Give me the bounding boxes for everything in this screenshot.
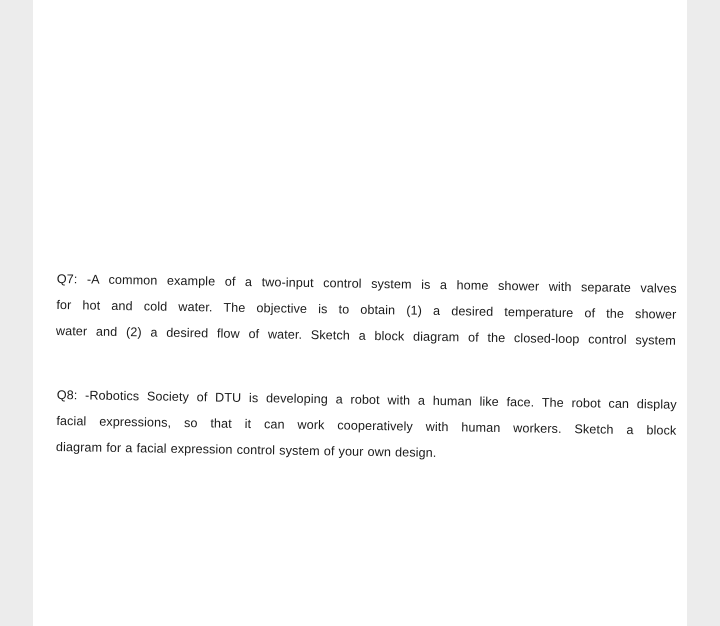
document-page	[33, 0, 687, 626]
question-line: facial expressions, so that it can work cooperatively with human workers. Sketch a block	[56, 413, 677, 438]
question-line: for hot and cold water. The objective is to obtain (1) a desired temperature of the shower	[56, 297, 677, 322]
question-q7	[56, 266, 677, 354]
question-line: Q7: -A common example of a two-input control system is a home shower with separate valves	[56, 271, 677, 296]
question-line: water and (2) a desired flow of water. Sketch a block diagram of the closed-loop control system	[55, 323, 677, 348]
question-line: Q8: -Robotics Society of DTU is developing a robot with a human like face. The robot can display	[56, 387, 677, 412]
question-q8	[56, 382, 677, 470]
question-line: diagram for a facial expression control system of your own design.	[55, 439, 437, 460]
